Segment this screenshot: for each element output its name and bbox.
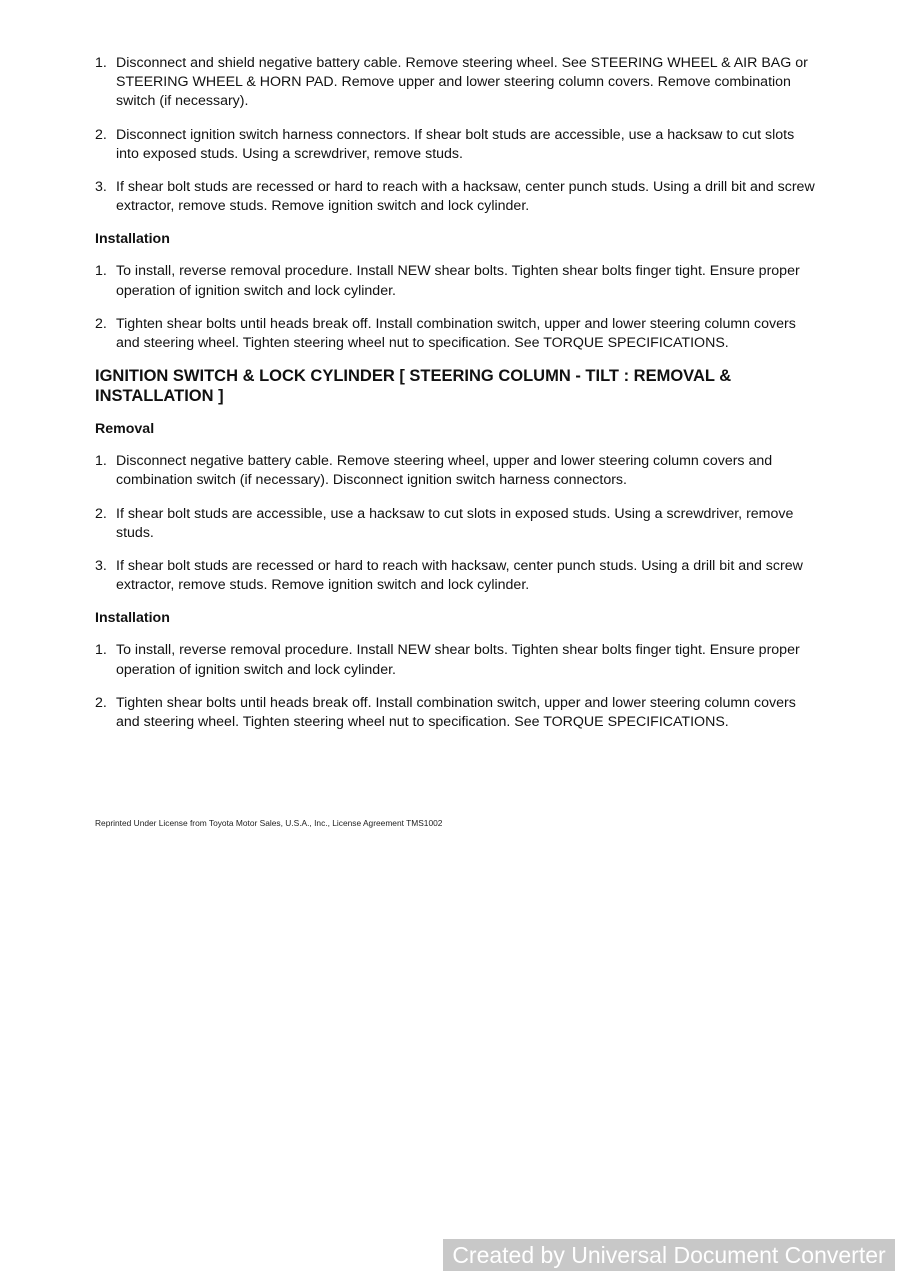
list-item	[95, 694, 815, 732]
step-number: 2.	[95, 126, 107, 143]
tilt-removal-steps	[95, 452, 815, 595]
list-item	[95, 505, 815, 543]
step-number: 3.	[95, 179, 107, 196]
step-number: 3.	[95, 558, 107, 575]
step-text: If shear bolt studs are recessed or hard to reach with hacksaw, center punch studs. Using a drill bit and screw extractor, remove studs. Remove ignition switch and lock cylinder.	[116, 558, 803, 594]
list-item	[95, 641, 815, 679]
tilt-installation-steps	[95, 641, 815, 732]
step-number: 1.	[95, 263, 107, 280]
step-text: To install, reverse removal procedure. Install NEW shear bolts. Tighten shear bolts finger tight. Ensure proper operation of ignition switch and lock cylinder.	[116, 642, 800, 678]
step-number: 1.	[95, 642, 107, 659]
list-item	[95, 452, 815, 490]
list-item	[95, 178, 815, 216]
step-number: 1.	[95, 55, 107, 71]
section-title: IGNITION SWITCH & LOCK CYLINDER [ STEERING COLUMN - TILT : REMOVAL & INSTALLATION ]	[95, 367, 732, 405]
converter-watermark: Created by Universal Document Converter	[443, 1239, 895, 1271]
step-text: To install, reverse removal procedure. Install NEW shear bolts. Tighten shear bolts finger tight. Ensure proper operation of ignition switch and lock cylinder.	[116, 263, 800, 299]
top-removal-steps	[95, 54, 815, 216]
step-text: Tighten shear bolts until heads break off. Install combination switch, upper and lower steering column covers and steering wheel. Tighten steering wheel nut to specification. See TORQUE SPECIFICATIONS.	[116, 694, 796, 731]
step-text: If shear bolt studs are recessed or hard to reach with a hacksaw, center punch studs. Using a drill bit and screw extractor, remove studs. Remove ignition switch and lock cylinder.	[116, 179, 815, 215]
step-number: 1.	[95, 453, 107, 470]
list-item	[95, 54, 815, 112]
step-number: 2.	[95, 505, 107, 522]
step-text: Tighten shear bolts until heads break off. Install combination switch, upper and lower steering column covers and steering wheel. Tighten steering wheel nut to specification. See TORQUE SPECIFICATIONS.	[116, 315, 796, 352]
step-text: Disconnect negative battery cable. Remove steering wheel, upper and lower steering column covers and combination switch (if necessary). Disconnect ignition switch harness connectors.	[116, 453, 773, 489]
list-item	[95, 557, 815, 595]
list-item	[95, 315, 815, 353]
step-text: Disconnect ignition switch harness connectors. If shear bolt studs are accessible, use a hacksaw to cut slots into exposed studs. Using a screwdriver, remove studs.	[116, 126, 795, 162]
document-page	[95, 54, 815, 746]
step-number: 2.	[95, 694, 107, 711]
step-text: If shear bolt studs are accessible, use a hacksaw to cut slots in exposed studs. Using a screwdriver, remove studs.	[116, 505, 794, 541]
list-item	[95, 262, 815, 300]
installation-heading: Installation	[95, 231, 170, 248]
license-footnote: Reprinted Under License from Toyota Motor Sales, U.S.A., Inc., License Agreement TMS1002	[95, 818, 443, 828]
list-item	[95, 126, 815, 164]
installation-heading: Installation	[95, 610, 170, 627]
removal-heading: Removal	[95, 421, 155, 438]
top-installation-steps	[95, 262, 815, 353]
step-text: Disconnect and shield negative battery cable. Remove steering wheel. See STEERING WHEEL & AIR BAG or STEERING WHEEL & HORN PAD. Remove upper and lower steering column covers. Remove combination switch (if necessary).	[116, 55, 808, 110]
step-number: 2.	[95, 315, 107, 332]
